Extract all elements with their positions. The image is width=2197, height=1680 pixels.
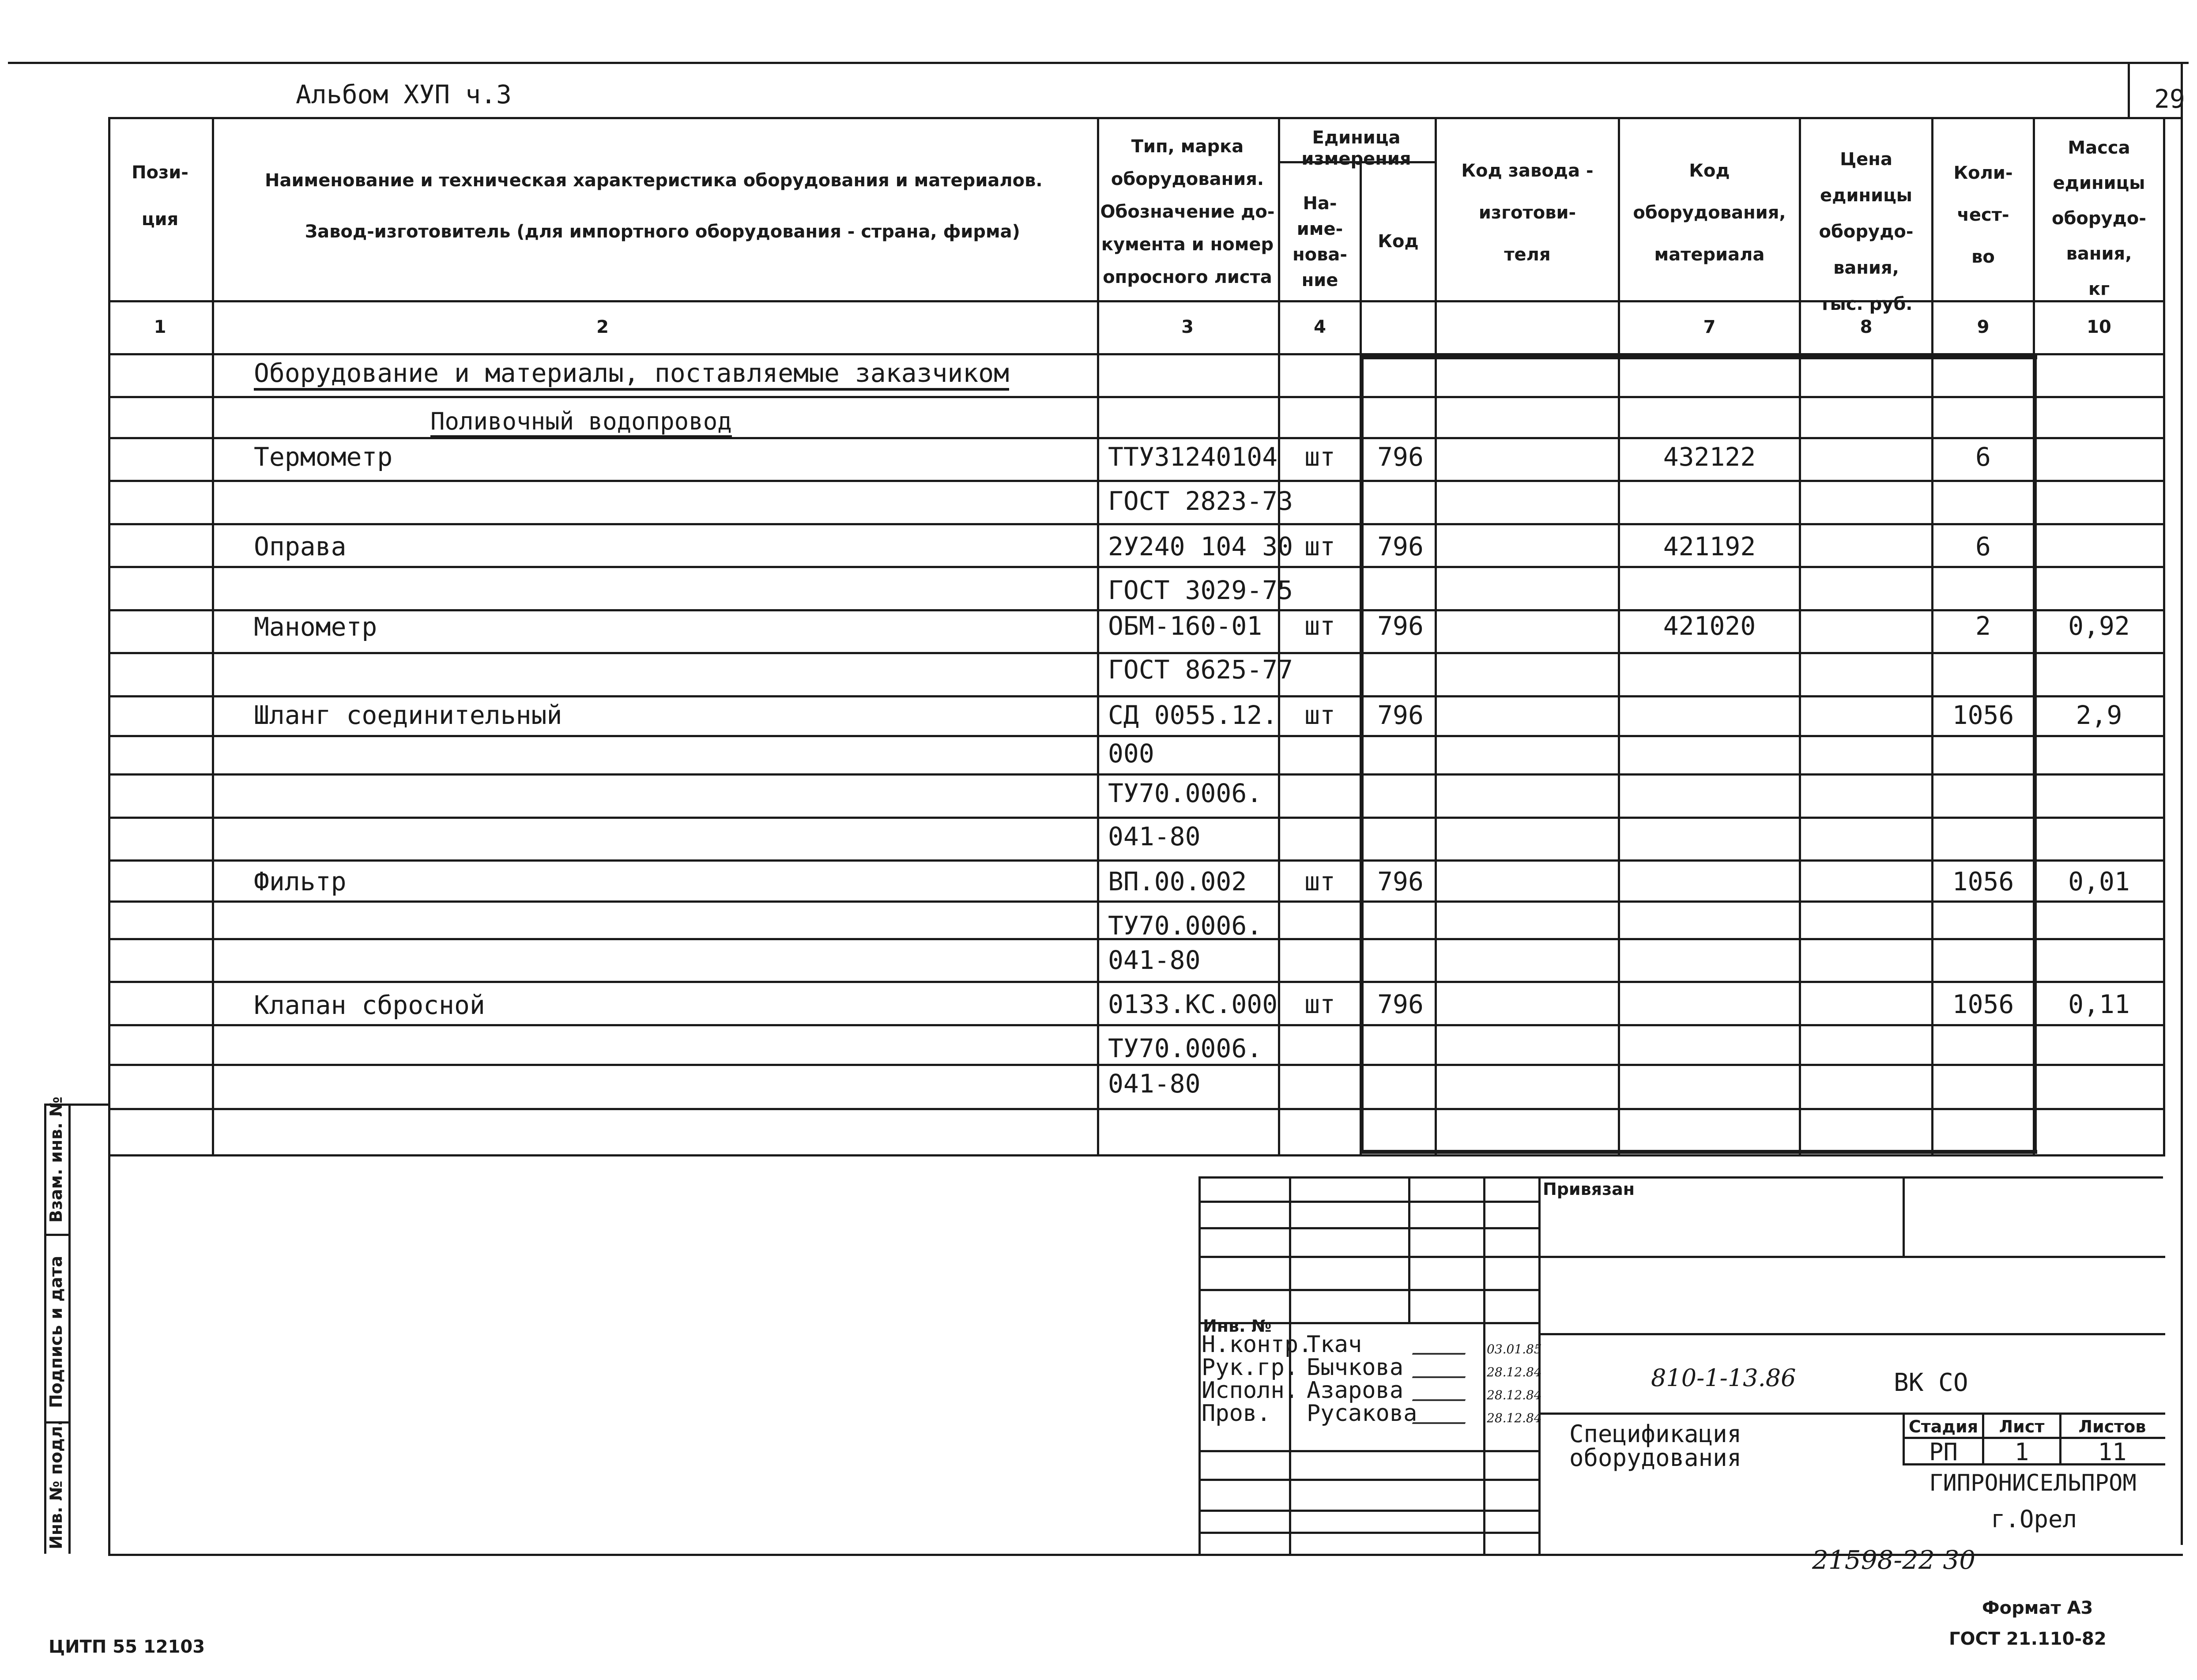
row-unit: шт [1304,531,1335,561]
row-code: 796 [1377,611,1424,641]
title-row-line [1198,1532,1541,1534]
document-title: Спецификация оборудования [1569,1420,1742,1472]
date-n-kontr: 03.01.85 [1487,1342,1542,1356]
title-row-line [1198,1201,1541,1203]
format-label: Формат А3 [1982,1598,2093,1618]
row-unit: шт [1304,442,1335,472]
row-quantity: 1056 [1952,866,2014,897]
subsection-title: Поливочный водопровод [430,406,732,437]
row-equipment-code: 421020 [1663,611,1756,641]
row-type: ГОСТ 2823-73 [1108,486,1293,516]
row-line [108,1108,2165,1110]
row-type: 041-80 [1108,1069,1201,1099]
row-unit: шт [1304,611,1335,641]
attached-label: Привязан [1543,1179,1635,1199]
header-mass: Масса единицы оборудо- вания, кг [2052,138,2146,299]
row-line [108,859,2165,862]
row-type: 0133.КС.000 [1108,989,1278,1019]
thick-box-bottom [1360,1150,2037,1154]
row-line [108,817,2165,819]
thick-box-top [1360,355,2037,359]
side-label-replacement: Взам. инв. № [46,1096,66,1223]
row-equipment-code: 432122 [1663,442,1756,472]
sheet-label: Лист [1999,1417,2045,1436]
row-quantity: 1056 [1952,989,2014,1019]
title-row-line [1538,1333,2165,1335]
top-border-line [8,62,2189,64]
row-name: Шланг соединительный [254,700,562,730]
row-type: 2У240 104 30 [1108,531,1293,561]
header-position: Пози- ция [132,162,188,230]
row-quantity: 1056 [1952,700,2014,730]
header-name: Наименование и техническая характеристика оборудования и материалов. Завод-изготовитель (для импортного оборудования - страна, фирма) [265,170,1043,242]
header-unit: Единица измерения [1301,128,1411,169]
row-type: ТТУ31240104 [1108,442,1278,472]
row-line [108,1154,2165,1156]
row-equipment-code: 421192 [1663,531,1756,561]
side-strip-inner [68,1104,71,1554]
header-quantity: Коли- чест- во [1953,163,2013,267]
title-row-line [1198,1479,1541,1481]
document-code: 810-1-13.86 [1651,1364,1796,1392]
header-unit-name: На- име- нова- ние [1292,193,1348,290]
row-line [108,981,2165,983]
row-type: 041-80 [1108,945,1201,975]
row-quantity: 6 [1975,442,1991,472]
table-top-line [108,117,2183,119]
row-unit: шт [1304,700,1335,730]
row-line [108,773,2165,776]
signature-mark [1412,1409,1470,1424]
row-line [108,523,2165,525]
role-ruk-gr: Рук.гр. [1202,1354,1299,1381]
side-label-signature: Подпись и дата [46,1255,66,1408]
row-type: 041-80 [1108,821,1201,851]
sheet-value: 1 [2014,1438,2029,1466]
thick-box-left [1360,355,1364,1154]
signature-mark [1412,1363,1470,1378]
col-line-10 [2163,117,2165,1156]
person-tkach: Ткач [1307,1331,1362,1358]
title-top-line [1198,1176,2163,1179]
row-type: ОБМ-160-01 [1108,611,1262,641]
signature-mark [1412,1340,1470,1355]
colnum-8: 8 [1860,317,1873,337]
header-type: Тип, марка оборудования. Обозначение до- кумента и номер опросного листа [1100,136,1275,287]
row-line [108,480,2165,482]
row-type: 000 [1108,738,1154,768]
section-title: Оборудование и материалы, поставляемые заказчиком [254,358,1009,388]
person-azarova: Азарова [1307,1377,1404,1404]
row-unit: шт [1304,989,1335,1019]
sheet-number: 29 [2154,84,2185,114]
sheet-number-divider [2128,62,2130,119]
stage-label: Стадия [1908,1417,1978,1436]
row-code: 796 [1377,866,1424,897]
row-code: 796 [1377,442,1424,472]
row-line [108,566,2165,568]
sheets-label: Листов [2078,1417,2146,1436]
row-mass: 0,11 [2068,989,2130,1019]
gost-label: ГОСТ 21.110-82 [1949,1629,2107,1649]
colnum-10: 10 [2087,317,2111,337]
title-col-line [1483,1176,1485,1554]
colnum-7: 7 [1703,317,1716,337]
row-name: Фильтр [254,866,347,897]
title-row-line [1198,1450,1541,1452]
header-price: Цена единицы оборудо- вания, тыс. руб. [1819,149,1914,314]
colnum-3: 3 [1181,317,1194,337]
side-strip-div-1 [44,1234,71,1236]
colnum-4: 4 [1314,317,1326,337]
organization-city: г.Орел [1991,1505,2077,1533]
bottom-left-label: ЦИТП 55 12103 [49,1637,205,1657]
col-line-1 [212,117,214,1156]
date-prov: 28.12.84 [1487,1411,1542,1425]
title-left-line [1198,1176,1201,1554]
row-type: ТУ70.0006. [1108,911,1262,941]
header-maker-code: Код завода - изготови- теля [1461,161,1594,265]
title-row-line [1198,1227,1541,1229]
row-line [108,437,2165,439]
row-name: Оправа [254,531,347,561]
colnum-9: 9 [1977,317,1990,337]
title-row-line [1538,1256,2165,1258]
row-line [108,1024,2165,1026]
row-type: СД 0055.12. [1108,700,1278,730]
date-ispoln: 28.12.84 [1487,1388,1542,1402]
row-code: 796 [1377,989,1424,1019]
row-name: Термометр [254,442,393,472]
right-border-line [2181,62,2183,1545]
title-row-line [1198,1256,1541,1258]
organization-name: ГИПРОНИСЕЛЬПРОМ [1929,1470,2137,1496]
row-quantity: 2 [1975,611,1991,641]
row-type: ГОСТ 3029-75 [1108,575,1293,605]
row-mass: 0,92 [2068,611,2130,641]
row-type: ГОСТ 8625-77 [1108,655,1293,685]
document-mark: ВК СО [1894,1368,1968,1397]
album-label: Альбом ХУП ч.3 [296,79,512,109]
role-n-kontr: Н.контр. [1202,1331,1312,1358]
row-type: ТУ70.0006. [1108,778,1262,808]
role-ispoln: Исполн. [1202,1377,1299,1404]
side-label-inventory: Инв. № подл. [46,1419,66,1549]
row-line [108,695,2165,697]
colnum-1: 1 [154,317,166,337]
sheets-value: 11 [2098,1438,2127,1466]
stage-value: РП [1929,1438,1958,1466]
title-col-line [1408,1176,1410,1322]
date-ruk-gr: 28.12.84 [1487,1365,1542,1379]
row-code: 796 [1377,700,1424,730]
row-type: ВП.00.002 [1108,866,1247,897]
row-mass: 2,9 [2076,700,2122,730]
title-row-line [1198,1510,1541,1512]
title-row-line [1198,1289,1541,1291]
row-name: Манометр [254,612,377,642]
title-col-line [1903,1176,1905,1256]
row-quantity: 6 [1975,531,1991,561]
person-bychkova: Бычкова [1307,1354,1404,1381]
row-mass: 0,01 [2068,866,2130,897]
row-line [108,900,2165,903]
row-unit: шт [1304,866,1335,897]
row-code: 796 [1377,531,1424,561]
colnum-2: 2 [596,317,609,337]
signature-mark [1412,1386,1470,1401]
row-line [108,396,2165,398]
row-line [108,1064,2165,1066]
row-name: Клапан сбросной [254,990,485,1020]
header-unit-code: Код [1378,231,1419,252]
header-equipment-code: Код оборудования, материала [1633,161,1786,265]
title-row-line [1538,1413,2165,1415]
row-line [108,735,2165,737]
person-rusakova: Русакова [1307,1400,1417,1427]
row-type: ТУ70.0006. [1108,1033,1262,1063]
inventory-label: Инв. № [1203,1316,1272,1336]
archive-number: 21598-22 30 [1812,1545,1976,1575]
role-prov: Пров. [1202,1400,1271,1427]
thick-box-right [2033,355,2037,1154]
